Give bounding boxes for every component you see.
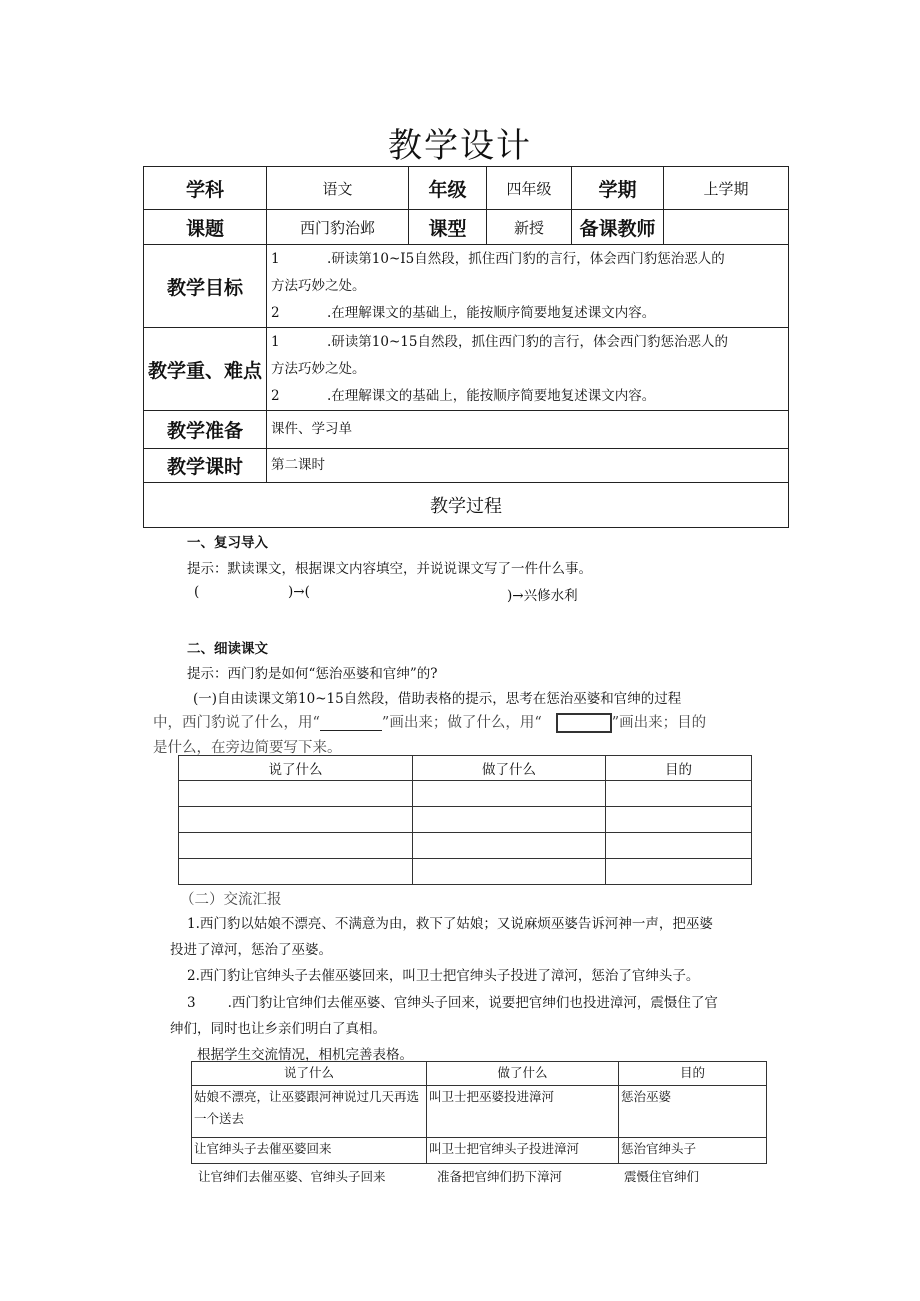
prep-label: 教学准备	[144, 411, 267, 449]
task-line-2a: 中，西门豹说了什么，用“	[153, 715, 320, 731]
exchange-p3b: 绅们，同时也让乡亲们明白了真相。	[170, 1021, 386, 1037]
grade-label: 年级	[409, 167, 487, 210]
worksheet-cell	[179, 859, 413, 885]
summary-row-3-purpose: 震慑住官绅们	[624, 1169, 700, 1184]
exchange-heading: （二）交流汇报	[180, 892, 282, 908]
summary-row-3-did: 准备把官绅们扔下漳河	[437, 1169, 563, 1184]
summary-row-1-purpose: 惩治巫婆	[619, 1086, 767, 1138]
goals-label: 教学目标	[144, 245, 267, 328]
section1-heading: 一、复习导入	[187, 535, 268, 551]
worksheet-cell	[606, 833, 752, 859]
goal-2-text: .在理解课文的基础上，能按顺序简要地复述课文内容。	[327, 304, 656, 321]
goal-2-number: 2	[271, 304, 280, 321]
goal-1-text-cont: 方法巧妙之处。	[271, 277, 366, 294]
summary-row-2-did: 叫卫士把官绅头子投进漳河	[427, 1138, 619, 1164]
worksheet-cell	[606, 781, 752, 807]
key-points-label: 教学重、难点	[144, 328, 267, 411]
summary-header-purpose: 目的	[619, 1062, 767, 1086]
type-value: 新授	[487, 210, 572, 245]
section2-heading: 二、细读课文	[187, 641, 268, 657]
task-line-2	[153, 711, 706, 733]
teacher-label: 备课教师	[572, 210, 664, 245]
worksheet-header-did: 做了什么	[413, 756, 606, 781]
worksheet-header-purpose: 目的	[606, 756, 752, 781]
lesson-info-table	[143, 166, 789, 528]
term-value: 上学期	[664, 167, 789, 210]
hours-value: 第二课时	[267, 449, 789, 483]
goal-1-text: .研读第10~I5自然段，抓住西门豹的言行，体会西门豹惩治恶人的	[327, 250, 725, 267]
worksheet-cell	[413, 781, 606, 807]
topic-value: 西门豹治邺	[267, 210, 409, 245]
blank-arrow-1: )→(	[288, 584, 310, 600]
exchange-p3-text: .西门豹让官绅们去催巫婆、官绅头子回来，说要把官绅们也投进漳河，震慑住了官	[227, 995, 718, 1011]
summary-row-2-said: 让官绅头子去催巫婆回来	[192, 1138, 427, 1164]
exchange-p3	[187, 991, 718, 1011]
task-line-2c: ”画出来；目的	[611, 715, 707, 731]
worksheet-cell	[413, 833, 606, 859]
fill-in-blanks	[194, 584, 614, 604]
key-point-1-number: 1	[271, 333, 280, 350]
key-points-content	[267, 328, 789, 411]
exchange-p2: 2.西门豹让官绅头子去催巫婆回来，叫卫士把官绅头子投进了漳河，惩治了官绅头子。	[187, 968, 700, 984]
summary-header-did: 做了什么	[427, 1062, 619, 1086]
grade-value: 四年级	[487, 167, 572, 210]
blank-arrow-2: )→兴修水利	[507, 588, 578, 604]
task-line-2b: ”画出来；做了什么，用“	[381, 715, 542, 731]
subject-value: 语文	[267, 167, 409, 210]
goal-1-number: 1	[271, 250, 280, 267]
summary-row-3-said: 让官绅们去催巫婆、官绅头子回来	[198, 1169, 386, 1184]
process-title: 教学过程	[144, 483, 789, 528]
exchange-p3-number: 3	[187, 995, 196, 1011]
section2-hint: 提示：西门豹是如何“惩治巫婆和官绅”的?	[187, 666, 438, 682]
exchange-p1b: 投进了漳河，惩治了巫婆。	[170, 942, 332, 958]
worksheet-cell	[606, 807, 752, 833]
worksheet-cell	[606, 859, 752, 885]
task-line-1: (一)自由读课文第10~15自然段，借助表格的提示，思考在惩治巫婆和官绅的过程	[193, 691, 682, 707]
worksheet-table	[178, 755, 752, 885]
box-sample	[556, 713, 612, 733]
exchange-p4: 根据学生交流情况，相机完善表格。	[197, 1047, 413, 1063]
subject-label: 学科	[144, 167, 267, 210]
exchange-p1a: 1.西门豹以姑娘不漂亮、不满意为由，救下了姑娘；又说麻烦巫婆告诉河神一声，把巫婆	[187, 916, 713, 932]
key-point-2-number: 2	[271, 387, 280, 404]
summary-row-2-purpose: 惩治官绅头子	[619, 1138, 767, 1164]
page-title: 教学设计	[388, 126, 532, 166]
goals-content	[267, 245, 789, 328]
type-label: 课型	[409, 210, 487, 245]
summary-table	[191, 1061, 767, 1164]
hours-label: 教学课时	[144, 449, 267, 483]
worksheet-header-said: 说了什么	[179, 756, 413, 781]
worksheet-cell	[179, 781, 413, 807]
summary-row-1-did: 叫卫士把巫婆投进漳河	[427, 1086, 619, 1138]
underline-sample	[320, 716, 382, 731]
worksheet-cell	[413, 859, 606, 885]
teacher-value	[664, 210, 789, 245]
task-line-3: 是什么，在旁边简要写下来。	[153, 740, 342, 756]
key-point-2-text: .在理解课文的基础上，能按顺序简要地复述课文内容。	[327, 387, 656, 404]
key-point-1-text-cont: 方法巧妙之处。	[271, 360, 366, 377]
worksheet-cell	[179, 833, 413, 859]
key-point-1-text: .研读第10~15自然段，抓住西门豹的言行，体会西门豹惩治恶人的	[327, 333, 728, 350]
section1-hint: 提示：默读课文，根据课文内容填空，并说说课文写了一件什么事。	[187, 561, 592, 577]
summary-header-said: 说了什么	[192, 1062, 427, 1086]
blank-open: (	[194, 584, 200, 600]
term-label: 学期	[572, 167, 664, 210]
topic-label: 课题	[144, 210, 267, 245]
prep-value: 课件、学习单	[267, 411, 789, 449]
worksheet-cell	[179, 807, 413, 833]
worksheet-cell	[413, 807, 606, 833]
summary-row-1-said: 姑娘不漂亮，让巫婆跟河神说过几天再选一个送去	[192, 1086, 427, 1138]
